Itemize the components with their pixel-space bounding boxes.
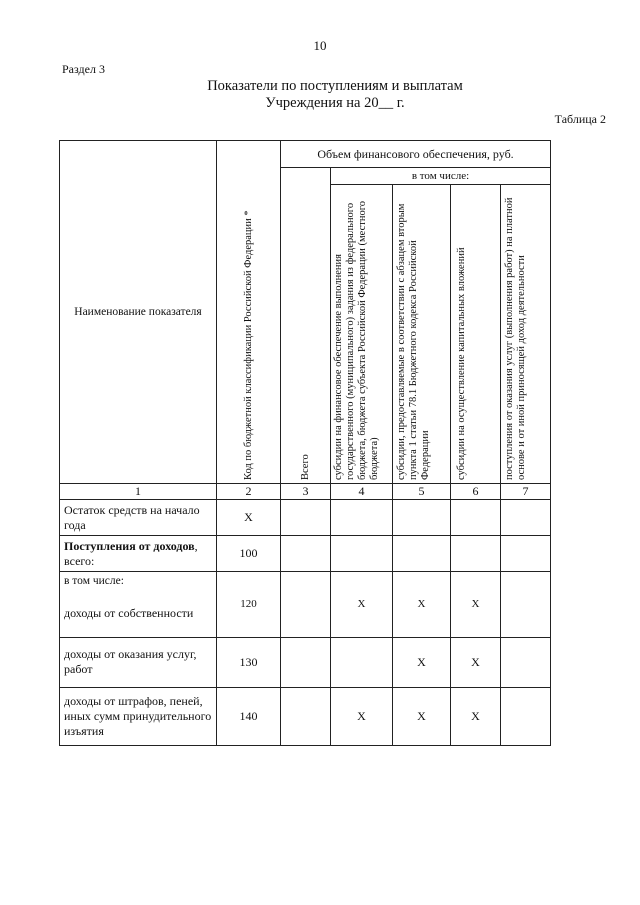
header-sub3-cell (451, 185, 501, 484)
col-number: 6 (451, 484, 501, 500)
row-mark: X (331, 687, 393, 745)
header-total: Всего (299, 454, 311, 480)
col-number: 4 (331, 484, 393, 500)
table-row (60, 687, 551, 745)
col-number: 1 (60, 484, 217, 500)
header-sub4: поступления от оказания услуг (выполнения работ) на платной основе и от иной приносящей доход деятельности (503, 197, 527, 480)
row-label (60, 536, 217, 572)
row-label: доходы от штрафов, пеней, иных сумм принудительного изъятия (60, 687, 217, 745)
table-row (60, 500, 551, 536)
row-including: в том числе: (60, 572, 217, 592)
row-label: доходы от собственности (60, 591, 217, 637)
header-sub2: субсидии, предоставляемые в соответствии с абзацем вторым пункта 1 статьи 78.1 Бюджетного кодекса Российской Федерации (395, 203, 431, 480)
col-number: 7 (501, 484, 551, 500)
section-label: Раздел 3 (62, 62, 105, 76)
row-code: X (217, 500, 281, 536)
row-code: 130 (217, 637, 281, 687)
row-mark: X (451, 572, 501, 638)
row-label-bold: Поступления от доходов (64, 538, 195, 553)
table-row (60, 637, 551, 687)
table-row (60, 572, 551, 592)
header-sub1-cell (331, 185, 393, 484)
row-code: 120 (217, 572, 281, 638)
col-number: 3 (281, 484, 331, 500)
row-mark: X (451, 687, 501, 745)
header-code: Код по бюджетной классификации Российской Федерации * (242, 210, 254, 480)
header-total-cell (281, 168, 331, 484)
row-mark: X (393, 637, 451, 687)
row-mark: X (331, 572, 393, 638)
row-label: Остаток средств на начало года (60, 500, 217, 536)
table-label: Таблица 2 (554, 112, 606, 126)
header-code-cell (217, 141, 281, 484)
row-mark: X (451, 637, 501, 687)
header-sub3: субсидии на осуществление капитальных вложений (455, 247, 467, 480)
page-title-line-2: Учреждения на 20__ г. (265, 95, 405, 111)
revenue-table (59, 140, 551, 746)
header-sub2-cell (393, 185, 451, 484)
page-title-line-1: Показатели по поступлениям и выплатам (207, 78, 463, 94)
header-volume: Объем финансового обеспечения, руб. (281, 141, 551, 168)
header-sub4-cell (501, 185, 551, 484)
page-number: 10 (313, 38, 327, 53)
table-row (60, 536, 551, 572)
header-name-cell (60, 141, 217, 484)
row-label: доходы от оказания услуг, работ (60, 637, 217, 687)
row-label-rest: , всего: (64, 538, 198, 568)
col-number: 5 (393, 484, 451, 500)
row-code: 100 (217, 536, 281, 572)
col-number: 2 (217, 484, 281, 500)
header-sub1: субсидии на финансовое обеспечение выполнения государственного (муниципального) задания из федерального бюджета, бюджета субъекта Российской Федерации (местного бюджета) (332, 200, 380, 480)
row-code: 140 (217, 687, 281, 745)
row-mark: X (393, 687, 451, 745)
header-name: Наименование показателя (74, 306, 202, 318)
row-mark: X (393, 572, 451, 638)
header-including: в том числе: (331, 168, 551, 185)
